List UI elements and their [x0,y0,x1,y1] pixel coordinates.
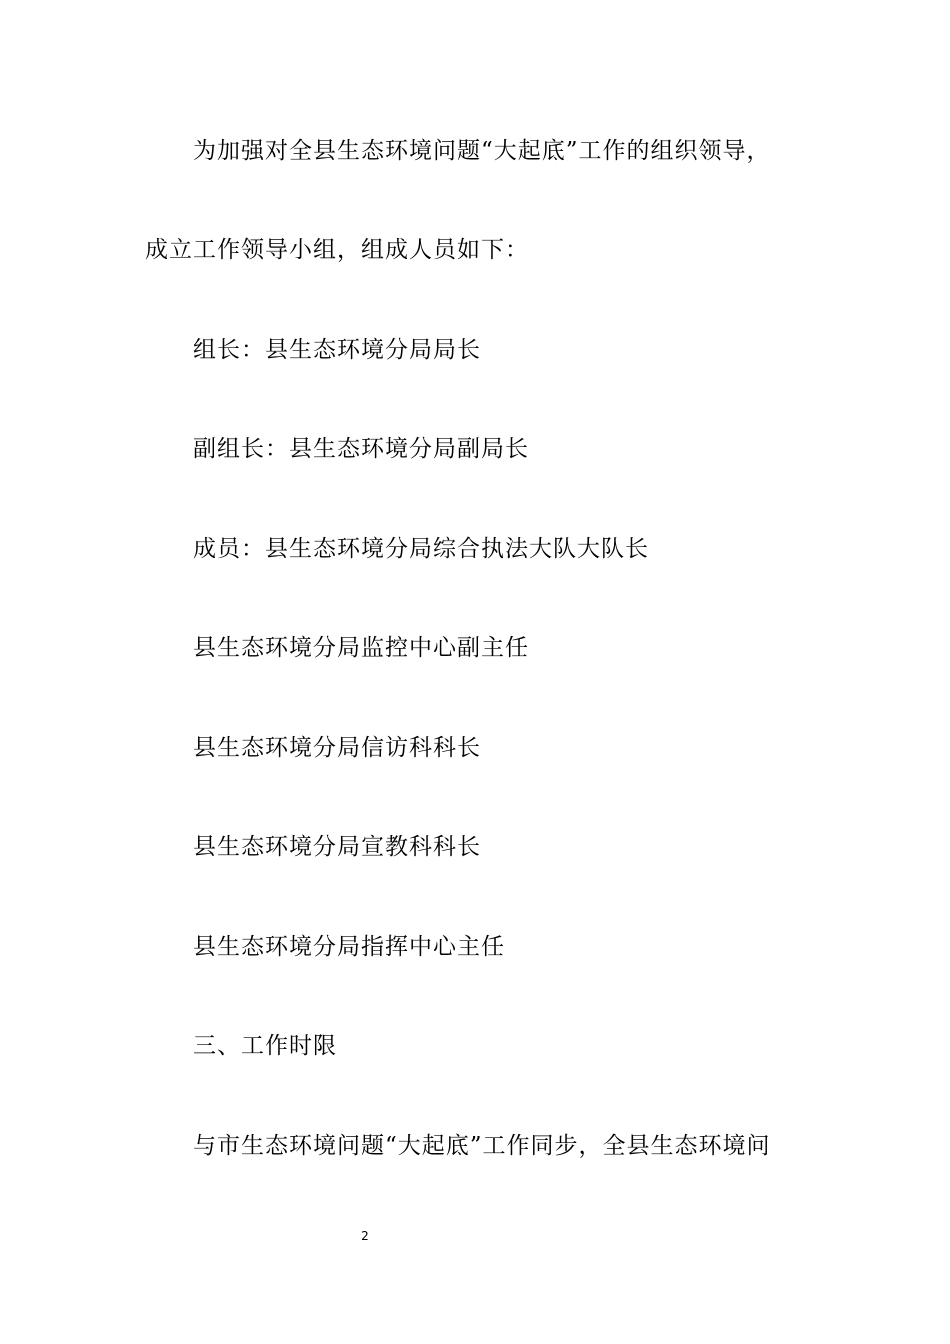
deputy-leader-line: 副组长：县生态环境分局副局长 [193,436,529,462]
member-line-4: 县生态环境分局宣教科科长 [193,834,481,860]
page-number: 2 [361,1229,369,1243]
paragraph-intro-line-2: 成立工作领导小组，组成人员如下： [145,237,529,263]
member-line-2: 县生态环境分局监控中心副主任 [193,635,529,661]
member-line-5: 县生态环境分局指挥中心主任 [193,934,505,960]
group-leader-line: 组长：县生态环境分局局长 [193,337,481,363]
paragraph-intro-line-1: 为加强对全县生态环境问题“大起底”工作的组织领导， [193,138,771,164]
member-line-1: 成员：县生态环境分局综合执法大队大队长 [193,536,649,562]
section-heading-time-limit: 三、工作时限 [193,1033,337,1059]
paragraph-time-limit-line-1: 与市生态环境问题“大起底”工作同步，全县生态环境问 [193,1133,771,1159]
member-line-3: 县生态环境分局信访科科长 [193,735,481,761]
